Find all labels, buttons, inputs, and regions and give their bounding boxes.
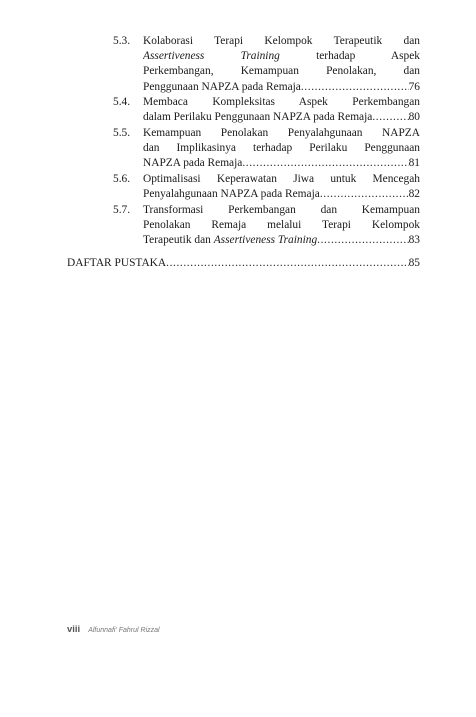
italic-term: Training [240,50,280,63]
toc-entry-title-line: Optimalisasi Keperawatan Jiwa untuk Mencegah [143,173,420,185]
dot-leader [301,80,409,95]
toc-entry-number: 5.3. [113,35,131,47]
toc-entry-last-line [143,187,420,202]
toc-entry-title-line: Penggunaan NAPZA pada Remaja [143,80,301,93]
toc-entry-last-line [143,233,420,248]
toc-entry-title-line: NAPZA pada Remaja [143,157,243,170]
toc-entry-title-line: dan Implikasinya terhadap Perilaku Penggunaan [143,142,420,155]
footer-author: Alfunnafi' Fahrul Rizzal [88,627,160,634]
page-footer [67,624,160,635]
dot-leader [242,156,408,171]
toc-entry-title-line: Penyalahgunaan NAPZA pada Remaja [143,188,320,201]
dot-leader [317,233,408,248]
toc-entry-title-line: Kemampuan Penolakan Penyalahgunaan NAPZA [143,127,420,139]
toc-entry-title-line [143,233,317,248]
toc-entry-title-line: Penolakan Remaja melalui Terapi Kelompok [143,219,420,232]
toc-entry-title-line: Membaca Kompleksitas Aspek Perkembangan [143,96,420,108]
toc-entry-number: 5.7. [113,204,131,216]
toc-entry-number: 5.5. [113,127,131,139]
toc-entry-last-line [143,80,420,95]
toc-entry-last-line [143,156,420,171]
dot-leader [320,187,409,202]
title-prefix: Terapeutik dan [143,234,214,247]
toc-entry-last-line [143,110,420,125]
toc-page-number: 83 [408,234,420,247]
toc-page-number: 82 [408,188,420,201]
italic-term: Assertiveness [143,50,205,63]
toc-entry-title-line: Kolaborasi Terapi Kelompok Terapeutik dan [143,35,420,47]
page-folio: viii [67,624,81,635]
toc-entry-number: 5.6. [113,173,131,185]
toc-page-number: 80 [408,111,420,124]
dot-leader [372,110,408,125]
toc-page-number: 76 [408,80,420,93]
toc-entry-number: 5.4. [113,96,131,108]
toc-entry-title-line: Perkembangan, Kemampuan Penolakan, dan [143,65,420,78]
dot-leader [166,256,408,271]
toc-page-number: 85 [408,257,420,269]
toc-entry-title: DAFTAR PUSTAKA [67,257,167,269]
italic-term: Assertiveness Training [213,234,318,247]
toc-entry-daftar-pustaka[interactable] [67,256,420,271]
toc-entry-title-line: Transformasi Perkembangan dan Kemampuan [143,204,420,216]
toc-page-number: 81 [408,157,420,170]
toc-entry-title-line: Assertiveness Training terhadap Aspek [143,50,420,63]
toc-entry-title-line: dalam Perilaku Penggunaan NAPZA pada Remaja [143,111,373,124]
